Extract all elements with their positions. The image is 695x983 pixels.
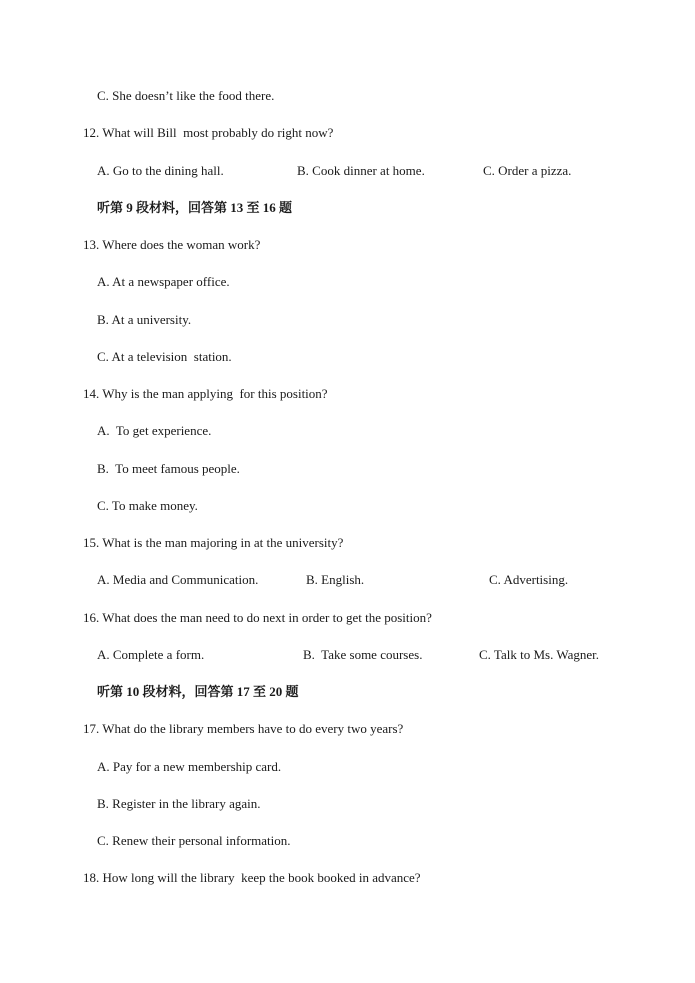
q17-option-c: C. Renew their personal information.	[97, 833, 291, 848]
q16-question: 16. What does the man need to do next in order to get the position?	[83, 610, 432, 625]
q16-option-b: B. Take some courses.	[303, 647, 423, 662]
q16-option-c: C. Talk to Ms. Wagner.	[479, 647, 599, 662]
q17-option-a: A. Pay for a new membership card.	[97, 759, 282, 774]
q13-option-c: C. At a television station.	[97, 349, 232, 364]
q13-option-b: B. At a university.	[97, 312, 192, 327]
q14-option-c: C. To make money.	[97, 498, 198, 513]
q17-question: 17. What do the library members have to do every two years?	[83, 721, 404, 736]
q15-question: 15. What is the man majoring in at the university?	[83, 535, 344, 550]
q16-option-a: A. Complete a form.	[97, 647, 205, 662]
q15-option-b: B. English.	[306, 572, 365, 587]
q15-option-a: A. Media and Communication.	[97, 572, 259, 587]
q13-option-a: A. At a newspaper office.	[97, 274, 230, 289]
q12-question: 12. What will Bill most probably do right now?	[83, 125, 334, 140]
q15-option-c: C. Advertising.	[489, 572, 569, 587]
q14-option-b: B. To meet famous people.	[97, 461, 240, 476]
q13-question: 13. Where does the woman work?	[83, 237, 261, 252]
q12-option-b: B. Cook dinner at home.	[297, 163, 425, 178]
q18-question: 18. How long will the library keep the book booked in advance?	[83, 870, 421, 885]
q17-option-b: B. Register in the library again.	[97, 796, 261, 811]
q11-option-c: C. She doesn’t like the food there.	[97, 88, 275, 103]
q14-question: 14. Why is the man applying for this position?	[83, 386, 328, 401]
q12-option-a: A. Go to the dining hall.	[97, 163, 224, 178]
q14-option-a: A. To get experience.	[97, 423, 212, 438]
section-9-heading: 听第 9 段材料，回答第 13 至 16 题	[97, 200, 293, 215]
section-10-heading: 听第 10 段材料，回答第 17 至 20 题	[97, 684, 299, 699]
q12-option-c: C. Order a pizza.	[483, 163, 572, 178]
